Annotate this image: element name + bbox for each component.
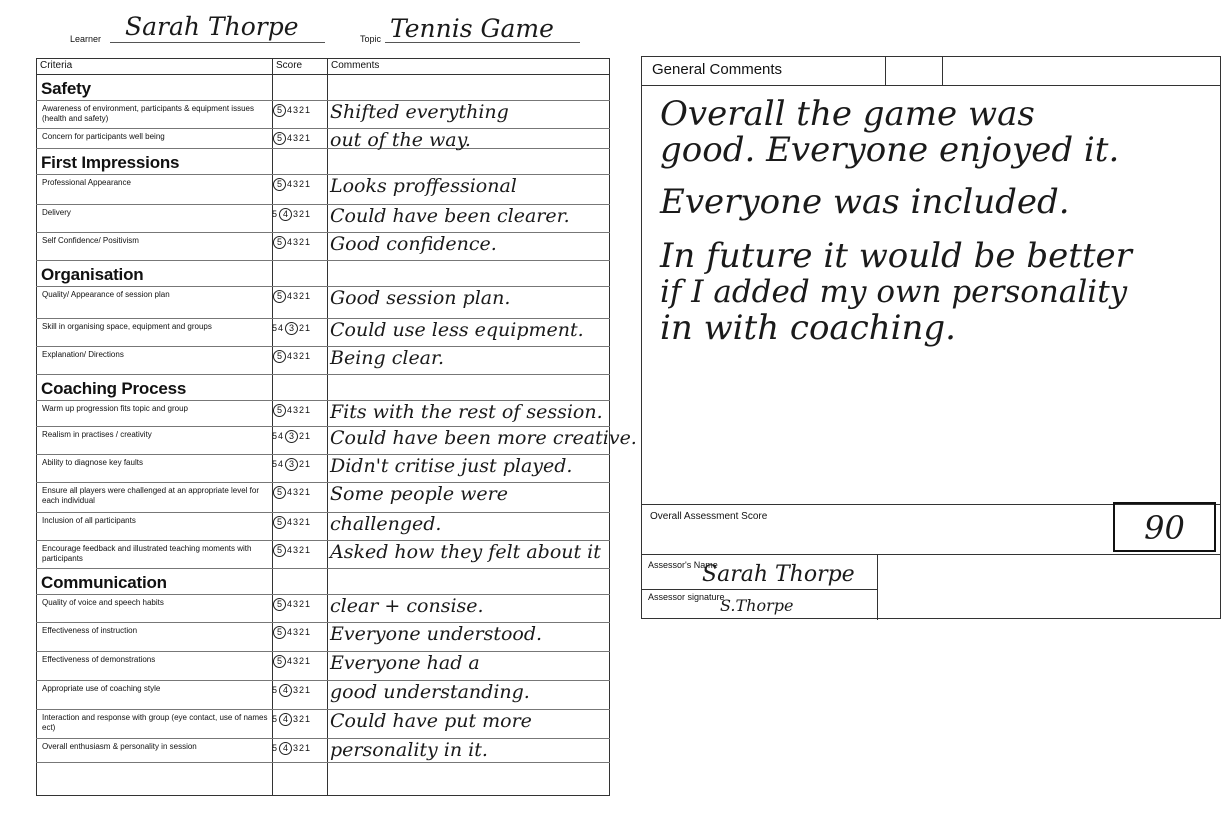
score-option: 3 — [293, 599, 300, 609]
score-option: 2 — [299, 599, 306, 609]
score-option: 3 — [293, 105, 300, 115]
score-option: 1 — [305, 179, 312, 189]
score-option: 4 — [287, 517, 294, 527]
criteria-table — [36, 58, 637, 796]
score-option: 3 — [293, 714, 300, 724]
score-option: 3 — [293, 627, 300, 637]
score-option: 1 — [305, 209, 312, 219]
criteria-row — [36, 175, 610, 205]
score-circled: 5 — [273, 598, 286, 611]
score-scale — [272, 598, 322, 611]
handwritten-comment: Being clear. — [330, 347, 445, 369]
score-option: 5 — [272, 685, 279, 695]
score-option: 1 — [305, 105, 312, 115]
criteria-row — [36, 595, 610, 623]
score-option: 3 — [293, 743, 300, 753]
score-option: 1 — [305, 545, 312, 555]
score-option: 3 — [293, 133, 300, 143]
score-scale — [272, 178, 322, 191]
score-circled: 4 — [279, 713, 292, 726]
score-option: 2 — [299, 517, 306, 527]
assessor-name-line — [642, 589, 877, 590]
assessor-signature-label: Assessor signature — [648, 592, 725, 602]
title-divider-2 — [942, 57, 943, 85]
overall-score-box: 90 — [1113, 502, 1216, 552]
criteria-row — [36, 681, 610, 710]
score-scale — [272, 486, 322, 499]
score-option: 4 — [287, 405, 294, 415]
score-circled: 5 — [273, 626, 286, 639]
score-option: 1 — [305, 431, 312, 441]
score-option: 4 — [287, 291, 294, 301]
score-option: 1 — [305, 405, 312, 415]
handwritten-comment: Everyone understood. — [330, 623, 543, 645]
general-comment-line: good. Everyone enjoyed it. — [660, 130, 1120, 170]
score-option: 2 — [299, 627, 306, 637]
criteria-row — [36, 710, 610, 739]
score-option: 2 — [299, 545, 306, 555]
score-circled: 5 — [273, 178, 286, 191]
score-circled: 5 — [273, 655, 286, 668]
score-option: 4 — [287, 599, 294, 609]
criteria-row — [36, 205, 610, 233]
criteria-label: Appropriate use of coaching style — [42, 684, 161, 693]
score-option: 5 — [272, 431, 279, 441]
assessor-name-label: Assessor's Name — [648, 560, 718, 570]
handwritten-comment: Good session plan. — [330, 287, 511, 309]
criteria-label: Realism in practises / creativity — [42, 430, 152, 439]
score-option: 1 — [305, 291, 312, 301]
score-option: 2 — [299, 685, 306, 695]
score-option: 3 — [293, 237, 300, 247]
general-comment-line: Overall the game was — [660, 94, 1035, 134]
score-option: 1 — [305, 743, 312, 753]
score-option: 3 — [293, 685, 300, 695]
criteria-label: Encourage feedback and illustrated teaching moments with participants — [42, 544, 252, 563]
assessor-signature: S.Thorpe — [720, 596, 794, 615]
score-option: 4 — [278, 459, 285, 469]
handwritten-comment: Good confidence. — [330, 233, 497, 255]
criteria-label: Inclusion of all participants — [42, 516, 136, 525]
criteria-label: Quality/ Appearance of session plan — [42, 290, 170, 299]
criteria-label: Delivery — [42, 208, 71, 217]
score-option: 3 — [293, 351, 300, 361]
score-scale — [272, 236, 322, 249]
score-scale — [272, 208, 322, 221]
score-option: 2 — [299, 487, 306, 497]
criteria-row — [36, 129, 610, 149]
handwritten-comment: out of the way. — [330, 129, 471, 151]
score-option: 4 — [278, 323, 285, 333]
score-circled: 4 — [279, 684, 292, 697]
handwritten-comment: Could use less equipment. — [330, 319, 584, 341]
score-option: 1 — [305, 685, 312, 695]
score-scale — [272, 290, 322, 303]
topic-label: Topic — [360, 34, 382, 44]
score-circled: 4 — [279, 208, 292, 221]
score-option: 2 — [299, 743, 306, 753]
section-title: Coaching Process — [41, 379, 187, 398]
handwritten-comment: Could have been clearer. — [330, 205, 570, 227]
score-option: 3 — [293, 517, 300, 527]
criteria-label: Effectiveness of demonstrations — [42, 655, 156, 664]
handwritten-comment: Could have been more creative. — [330, 427, 637, 449]
section-header-row — [36, 261, 610, 287]
score-scale — [272, 132, 322, 145]
criteria-row — [36, 455, 610, 483]
score-option: 1 — [305, 351, 312, 361]
criteria-label: Ensure all players were challenged at an appropriate level for each individual — [42, 486, 260, 505]
score-option: 3 — [293, 656, 300, 666]
score-option: 5 — [272, 743, 279, 753]
score-option: 4 — [287, 487, 294, 497]
criteria-row — [36, 233, 610, 261]
criteria-label: Interaction and response with group (eye contact, use of names ect) — [42, 713, 268, 732]
criteria-row — [36, 287, 610, 319]
section-header-row — [36, 375, 610, 401]
handwritten-comment: Asked how they felt about it — [330, 541, 601, 563]
handwritten-comment: Could have put more — [330, 710, 532, 732]
criteria-label: Warm up progression fits topic and group — [42, 404, 188, 413]
score-option: 2 — [299, 209, 306, 219]
score-scale — [272, 626, 322, 639]
score-scale — [272, 322, 322, 335]
handwritten-comment: Looks proffessional — [330, 175, 517, 197]
score-option: 5 — [272, 714, 279, 724]
score-option: 1 — [305, 627, 312, 637]
score-option: 1 — [305, 237, 312, 247]
score-option: 1 — [305, 599, 312, 609]
score-option: 3 — [293, 291, 300, 301]
criteria-row — [36, 652, 610, 681]
score-circled: 5 — [273, 104, 286, 117]
general-comment-line: Everyone was included. — [660, 182, 1070, 222]
assessor-divider — [642, 554, 1220, 555]
criteria-row — [36, 101, 610, 129]
score-option: 4 — [287, 656, 294, 666]
criteria-label: Explanation/ Directions — [42, 350, 124, 359]
criteria-row — [36, 347, 610, 375]
score-option: 5 — [272, 209, 279, 219]
handwritten-comment: good understanding. — [330, 681, 530, 703]
section-header-row — [36, 75, 610, 101]
score-option: 2 — [299, 459, 306, 469]
score-scale — [272, 713, 322, 726]
section-title: Safety — [41, 79, 91, 98]
score-option: 2 — [299, 237, 306, 247]
score-option: 3 — [293, 179, 300, 189]
handwritten-comment: clear + consise. — [330, 595, 484, 617]
general-comments-panel — [641, 56, 1221, 619]
score-option: 1 — [305, 323, 312, 333]
score-option: 4 — [287, 105, 294, 115]
score-option: 4 — [287, 237, 294, 247]
section-header-row — [36, 149, 610, 175]
score-circled: 3 — [285, 458, 298, 471]
section-title: Communication — [41, 573, 167, 592]
criteria-label: Concern for participants well being — [42, 132, 165, 141]
score-option: 1 — [305, 517, 312, 527]
learner-line — [110, 42, 325, 43]
overall-score-label: Overall Assessment Score — [650, 511, 768, 522]
assessor-vertical — [877, 554, 878, 620]
col-score: Score — [272, 58, 327, 75]
score-option: 1 — [305, 656, 312, 666]
criteria-row — [36, 319, 610, 347]
score-option: 3 — [293, 209, 300, 219]
score-scale — [272, 742, 322, 755]
general-comment-line: if I added my own personality — [660, 274, 1128, 310]
topic-value: Tennis Game — [390, 14, 554, 43]
col-comments: Comments — [327, 58, 610, 75]
score-circled: 5 — [273, 132, 286, 145]
criteria-row — [36, 739, 610, 763]
score-circled: 3 — [285, 430, 298, 443]
handwritten-comment: Shifted everything — [330, 101, 509, 123]
score-circled: 4 — [279, 742, 292, 755]
score-option: 4 — [287, 133, 294, 143]
score-option: 5 — [272, 459, 279, 469]
score-circled: 5 — [273, 350, 286, 363]
score-circled: 5 — [273, 544, 286, 557]
score-option: 4 — [287, 179, 294, 189]
score-option: 2 — [299, 133, 306, 143]
criteria-row — [36, 541, 610, 569]
criteria-label: Self Confidence/ Positivism — [42, 236, 139, 245]
handwritten-comment: challenged. — [330, 513, 442, 535]
score-option: 3 — [293, 545, 300, 555]
criteria-row — [36, 623, 610, 652]
score-circled: 5 — [273, 486, 286, 499]
score-circled: 3 — [285, 322, 298, 335]
general-comments-title: General Comments — [652, 61, 783, 78]
general-comment-line: In future it would be better — [660, 236, 1132, 276]
score-scale — [272, 404, 322, 417]
section-header-row — [36, 569, 610, 595]
score-option: 1 — [305, 487, 312, 497]
learner-value: Sarah Thorpe — [125, 12, 299, 41]
score-circled: 5 — [273, 236, 286, 249]
criteria-label: Overall enthusiasm & personality in session — [42, 742, 197, 751]
score-scale — [272, 104, 322, 117]
score-scale — [272, 350, 322, 363]
learner-label: Learner — [70, 34, 102, 44]
title-divider-1 — [885, 57, 886, 85]
handwritten-comment: Some people were — [330, 483, 508, 505]
handwritten-comment: Fits with the rest of session. — [330, 401, 603, 423]
criteria-label: Effectiveness of instruction — [42, 626, 138, 635]
score-option: 1 — [305, 714, 312, 724]
assessor-name: Sarah Thorpe — [702, 562, 855, 587]
score-scale — [272, 430, 322, 443]
criteria-row — [36, 427, 637, 455]
criteria-label: Quality of voice and speech habits — [42, 598, 164, 607]
score-circled: 5 — [273, 290, 286, 303]
score-option: 5 — [272, 323, 279, 333]
score-option: 2 — [299, 351, 306, 361]
score-scale — [272, 458, 322, 471]
score-option: 2 — [299, 431, 306, 441]
score-circled: 5 — [273, 516, 286, 529]
score-option: 4 — [287, 545, 294, 555]
criteria-label: Professional Appearance — [42, 178, 131, 187]
score-option: 3 — [293, 487, 300, 497]
score-option: 4 — [278, 431, 285, 441]
score-option: 2 — [299, 105, 306, 115]
score-scale — [272, 544, 322, 557]
criteria-row — [36, 483, 610, 513]
score-scale — [272, 516, 322, 529]
criteria-row — [36, 513, 610, 541]
score-circled: 5 — [273, 404, 286, 417]
criteria-label: Awareness of environment, participants & equipment issues (health and safety) — [42, 104, 254, 123]
score-option: 2 — [299, 179, 306, 189]
title-underline — [642, 85, 1220, 86]
score-option: 2 — [299, 656, 306, 666]
score-option: 1 — [305, 459, 312, 469]
col-criteria: Criteria — [36, 58, 272, 75]
score-scale — [272, 684, 322, 697]
section-title: Organisation — [41, 265, 144, 284]
handwritten-comment: personality in it. — [330, 739, 488, 761]
handwritten-comment: Didn't critise just played. — [330, 455, 573, 477]
handwritten-comment: Everyone had a — [330, 652, 480, 674]
score-option: 4 — [287, 351, 294, 361]
score-option: 2 — [299, 291, 306, 301]
criteria-label: Ability to diagnose key faults — [42, 458, 143, 467]
general-comment-line: in with coaching. — [660, 308, 956, 348]
score-option: 2 — [299, 323, 306, 333]
score-option: 2 — [299, 405, 306, 415]
score-option: 2 — [299, 714, 306, 724]
criteria-row — [36, 401, 610, 427]
criteria-label: Skill in organising space, equipment and groups — [42, 322, 212, 331]
score-scale — [272, 655, 322, 668]
score-option: 4 — [287, 627, 294, 637]
section-title: First Impressions — [41, 153, 180, 172]
score-option: 3 — [293, 405, 300, 415]
score-option: 1 — [305, 133, 312, 143]
